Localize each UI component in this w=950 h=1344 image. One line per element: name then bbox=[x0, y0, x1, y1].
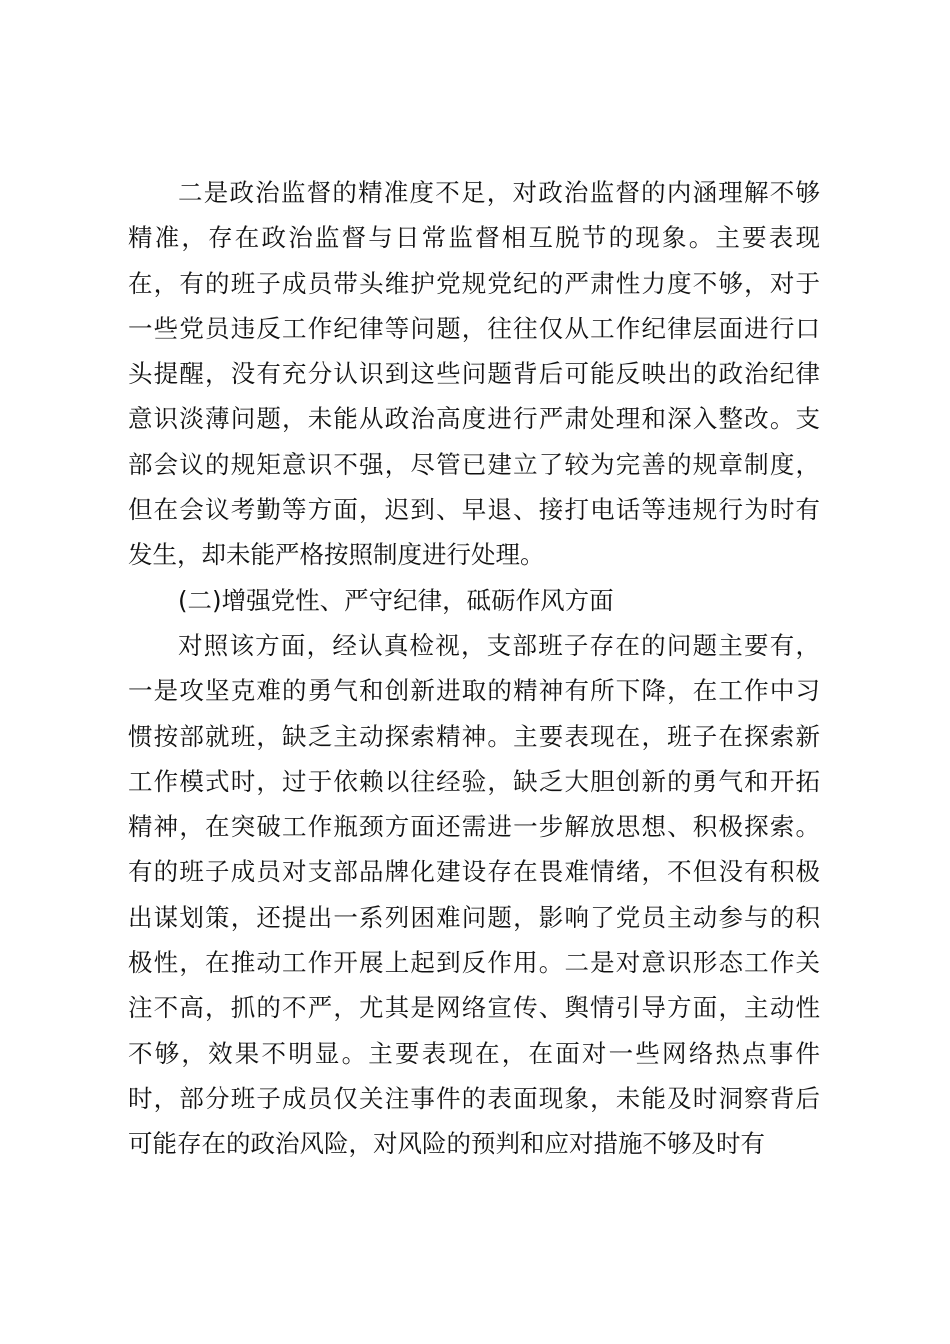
text-line: 工作模式时，过于依赖以往经验，缺乏大胆创新的勇气和开拓 bbox=[128, 766, 820, 796]
text-line: 可能存在的政治风险，对风险的预判和应对措施不够及时有 bbox=[128, 1129, 765, 1159]
text-line: 注不高，抓的不严，尤其是网络宣传、舆情引导方面，主动性 bbox=[128, 993, 820, 1023]
paragraph-political-supervision bbox=[128, 170, 820, 578]
section-heading: (二)增强党性、严守纪律，砥砺作风方面 bbox=[178, 585, 614, 615]
text-line: 一些党员违反工作纪律等问题，往往仅从工作纪律层面进行口 bbox=[128, 313, 820, 343]
text-line: 出谋划策，还提出一系列困难问题，影响了党员主动参与的积 bbox=[128, 902, 820, 932]
text-line: 部会议的规矩意识不强，尽管已建立了较为完善的规章制度， bbox=[128, 449, 820, 479]
text-line: 对照该方面，经认真检视，支部班子存在的问题主要有， bbox=[178, 630, 820, 660]
text-line: 精神，在突破工作瓶颈方面还需进一步解放思想、积极探索。 bbox=[128, 812, 820, 842]
text-line: 在，有的班子成员带头维护党规党纪的严肃性力度不够，对于 bbox=[128, 268, 820, 298]
text-line: 极性，在推动工作开展上起到反作用。二是对意识形态工作关 bbox=[128, 948, 820, 978]
text-line: 时，部分班子成员仅关注事件的表面现象，未能及时洞察背后 bbox=[128, 1083, 820, 1113]
text-line: 不够，效果不明显。主要表现在，在面对一些网络热点事件 bbox=[128, 1038, 820, 1068]
text-line: 头提醒，没有充分认识到这些问题背后可能反映出的政治纪律 bbox=[128, 359, 820, 389]
text-line: 有的班子成员对支部品牌化建设存在畏难情绪，不但没有积极 bbox=[128, 857, 820, 887]
text-line: 但在会议考勤等方面，迟到、早退、接打电话等违规行为时有 bbox=[128, 495, 820, 525]
text-line: 精准，存在政治监督与日常监督相互脱节的现象。主要表现 bbox=[128, 223, 820, 253]
text-line: 发生，却未能严格按照制度进行处理。 bbox=[128, 540, 545, 570]
paragraph-party-spirit bbox=[128, 623, 820, 1167]
text-line: 一是攻坚克难的勇气和创新进取的精神有所下降，在工作中习 bbox=[128, 676, 820, 706]
text-line: 二是政治监督的精准度不足，对政治监督的内涵理解不够 bbox=[178, 178, 820, 207]
text-line: 惯按部就班，缺乏主动探索精神。主要表现在，班子在探索新 bbox=[128, 721, 820, 751]
document-body bbox=[128, 170, 820, 1167]
text-line: 意识淡薄问题，未能从政治高度进行严肃处理和深入整改。支 bbox=[128, 404, 820, 434]
